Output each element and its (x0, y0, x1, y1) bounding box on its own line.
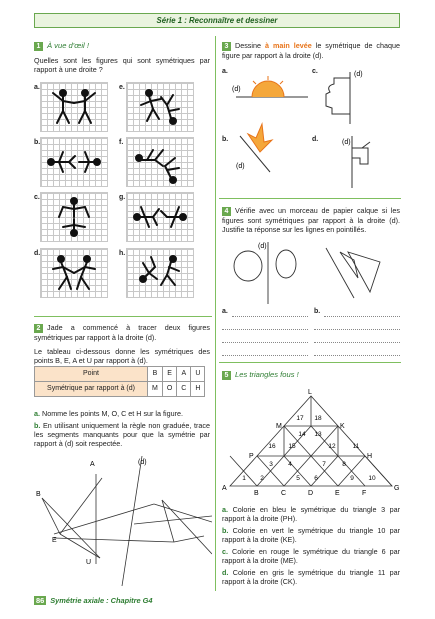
ex5-item-label: b. (222, 526, 229, 535)
point-g: G (394, 485, 400, 492)
ex3-number: 3 (222, 42, 231, 51)
tri-num: 6 (314, 475, 318, 482)
triangles-figure (222, 384, 402, 500)
tri-num: 4 (288, 461, 292, 468)
point-b-label: B (36, 491, 41, 498)
table-cell: O (162, 382, 176, 397)
table-row-symmetric (35, 382, 205, 397)
footer-title: Symétrie axiale : Chapitre G4 (50, 596, 153, 605)
fig-f-label: f. (119, 139, 124, 146)
figure-h-grid (126, 248, 194, 298)
ex5-title (222, 370, 299, 380)
table-cell: M (148, 382, 163, 397)
series-header: Série 1 : Reconnaître et dessiner (34, 13, 400, 28)
answer-line-a2[interactable] (222, 320, 308, 330)
ex3-d-label: d. (312, 136, 319, 143)
figure-f-grid (126, 137, 194, 187)
tri-num: 14 (298, 431, 306, 438)
table-cell: H (191, 382, 205, 397)
answer-line-b3[interactable] (314, 333, 400, 343)
figure-e-grid (126, 82, 194, 132)
ex3-a-label: a. (222, 68, 228, 75)
ex3-text-before: Dessine (235, 41, 261, 50)
ex2-qb-text: En utilisant uniquement la règle non graduée, trace les segments manquants pour que la symétrie par rapport à (d) soit respectée. (34, 421, 211, 448)
ex5-item-b (222, 526, 400, 544)
answer-line-a1[interactable] (232, 307, 308, 317)
section-divider-ex1-ex2 (34, 316, 212, 317)
ex5-item-text: Colorie en rouge le symétrique du triangle 6 par rapport à la droite (ME). (222, 547, 401, 565)
ex4-axis-label: (d) (258, 243, 267, 250)
answer-line-b1[interactable] (324, 307, 400, 317)
ex1-number: 1 (34, 42, 43, 51)
table-cell: B (148, 367, 163, 382)
fig-h-label: h. (119, 250, 126, 257)
ex2-question-a (34, 409, 210, 418)
tri-num: 5 (296, 475, 300, 482)
table-row-points (35, 367, 205, 382)
ex1-title-text: À vue d'œil ! (47, 41, 89, 50)
fig-b-label: b. (34, 139, 41, 146)
column-divider (215, 36, 216, 591)
ex3-b-axis-label: (d) (236, 163, 245, 170)
tri-num: 16 (268, 443, 276, 450)
ex4-figures (222, 238, 402, 308)
figure-f-drawing (127, 138, 193, 186)
ex5-item-text: Colorie en vert le symétrique du triangle 10 par rapport à la droite (KE). (222, 526, 401, 544)
table-cell: C (177, 382, 191, 397)
ex2-number: 2 (34, 324, 43, 333)
fig-c-label: c. (34, 194, 40, 201)
ex3-a-axis-label: (d) (232, 86, 241, 93)
ex5-item-label: c. (222, 547, 228, 556)
figure-c-drawing (41, 193, 107, 241)
ex3-b-label: b. (222, 136, 229, 143)
tri-num: 12 (328, 443, 336, 450)
ex3-d-axis-label: (d) (342, 139, 351, 146)
tri-num: 1 (242, 475, 246, 482)
figure-h-drawing (127, 249, 193, 297)
ex2-qa-text: Nomme les points M, O, C et H sur la figure. (42, 409, 183, 418)
axis-d-line (122, 456, 142, 586)
ex2-intro (34, 323, 210, 342)
tri-num: 10 (368, 475, 376, 482)
table-cell: U (191, 367, 205, 382)
ex2-intro-text: Jade a commencé à tracer deux figures symétriques par rapport à la droite (d). (34, 323, 210, 342)
point-m: M (276, 423, 282, 430)
point-h: H (367, 453, 373, 460)
figure-a-grid (40, 82, 108, 132)
point-b: B (254, 490, 259, 497)
tri-num: 17 (296, 415, 304, 422)
point-e-label: E (52, 537, 57, 544)
section-divider-ex3-ex4 (219, 198, 401, 199)
ex4-a-label: a. (222, 308, 228, 315)
figure-d-grid (40, 248, 108, 298)
ex3-text-after: le symétrique de chaque figure par rapport à la droite (d). (222, 41, 401, 60)
ex4-number: 4 (222, 207, 231, 216)
fig-a-label: a. (34, 84, 40, 91)
ex3-instructions (222, 41, 400, 60)
point-d: D (308, 490, 314, 497)
axis-d-label: (d) (138, 459, 147, 466)
answer-line-b4[interactable] (314, 346, 400, 356)
point-f: F (362, 490, 367, 497)
figure-g-drawing (127, 193, 193, 241)
tri-num: 11 (352, 443, 360, 450)
tri-num: 13 (314, 431, 322, 438)
ex5-item-c (222, 547, 400, 565)
ex5-item-label: d. (222, 568, 229, 577)
ex2-question-b (34, 421, 210, 448)
ex3-c-label: c. (312, 68, 318, 75)
ex5-item-text: Colorie en bleu le symétrique du triangle 3 par rapport à la droite (PH). (222, 505, 401, 523)
ex1-title (34, 41, 89, 51)
ex5-title-text: Les triangles fous ! (235, 370, 299, 379)
point-e: E (335, 490, 340, 497)
table-head-point: Point (35, 367, 148, 382)
tri-num: 9 (350, 475, 354, 482)
tri-num: 2 (260, 475, 264, 482)
point-k: K (340, 423, 345, 430)
fig-d-label: d. (34, 250, 41, 257)
tri-num: 15 (288, 443, 296, 450)
ex4-text: Vérifie avec un morceau de papier calque si les figures sont symétriques par rapport à la droite (d). Justifie ta réponse sur les lignes en pointillés. (222, 206, 400, 234)
figure-g-grid (126, 192, 194, 242)
answer-line-b2[interactable] (314, 320, 400, 330)
point-c: C (281, 490, 287, 497)
page-number: 86 (36, 596, 45, 605)
ex5-item-d (222, 568, 400, 586)
tri-num: 7 (322, 461, 326, 468)
ex5-item-label: a. (222, 505, 228, 514)
ex5-item-a (222, 505, 400, 523)
figure-b-grid (40, 137, 108, 187)
table-cell: A (177, 367, 191, 382)
ex5-item-text: Colorie en gris le symétrique du triangle 11 par rapport à la droite (CK). (222, 568, 401, 586)
ex2-table-intro: Le tableau ci-dessous donne les symétriques des points B, E, A et U par rapport à (d). (34, 347, 210, 365)
table-cell: E (162, 367, 176, 382)
ex4-instructions (222, 206, 400, 234)
page-footer (34, 596, 153, 605)
tri-num: 8 (342, 461, 346, 468)
ex2-figure (34, 454, 212, 589)
figure-e-drawing (127, 83, 193, 131)
figure-b-drawing (41, 138, 107, 186)
ex2-qb-label: b. (34, 421, 41, 430)
figure-c-grid (40, 192, 108, 242)
tri-num: 3 (269, 461, 273, 468)
ex1-question: Quelles sont les figures qui sont symétriques par rapport à une droite ? (34, 56, 210, 74)
ex3-figures (222, 64, 402, 192)
ex4-b-label: b. (314, 308, 321, 315)
ex5-number: 5 (222, 371, 231, 380)
ex3-text-orange: à main levée (264, 41, 312, 50)
fig-g-label: g. (119, 194, 126, 201)
point-u-label: U (86, 559, 92, 566)
figure-a-drawing (41, 83, 107, 131)
section-divider-ex4-ex5 (219, 362, 401, 363)
ex3-c-axis-label: (d) (354, 71, 363, 78)
answer-line-a3[interactable] (222, 333, 308, 343)
point-l: L (308, 389, 312, 396)
point-p: P (249, 453, 254, 460)
symmetry-table (34, 366, 205, 397)
answer-line-a4[interactable] (222, 346, 308, 356)
fig-e-label: e. (119, 84, 125, 91)
figure-d-drawing (41, 249, 107, 297)
point-a: A (222, 485, 227, 492)
ex2-qa-label: a. (34, 409, 40, 418)
point-a-label: A (90, 461, 95, 468)
tri-num: 18 (314, 415, 322, 422)
table-head-symmetric: Symétrique par rapport à (d) (35, 382, 148, 397)
